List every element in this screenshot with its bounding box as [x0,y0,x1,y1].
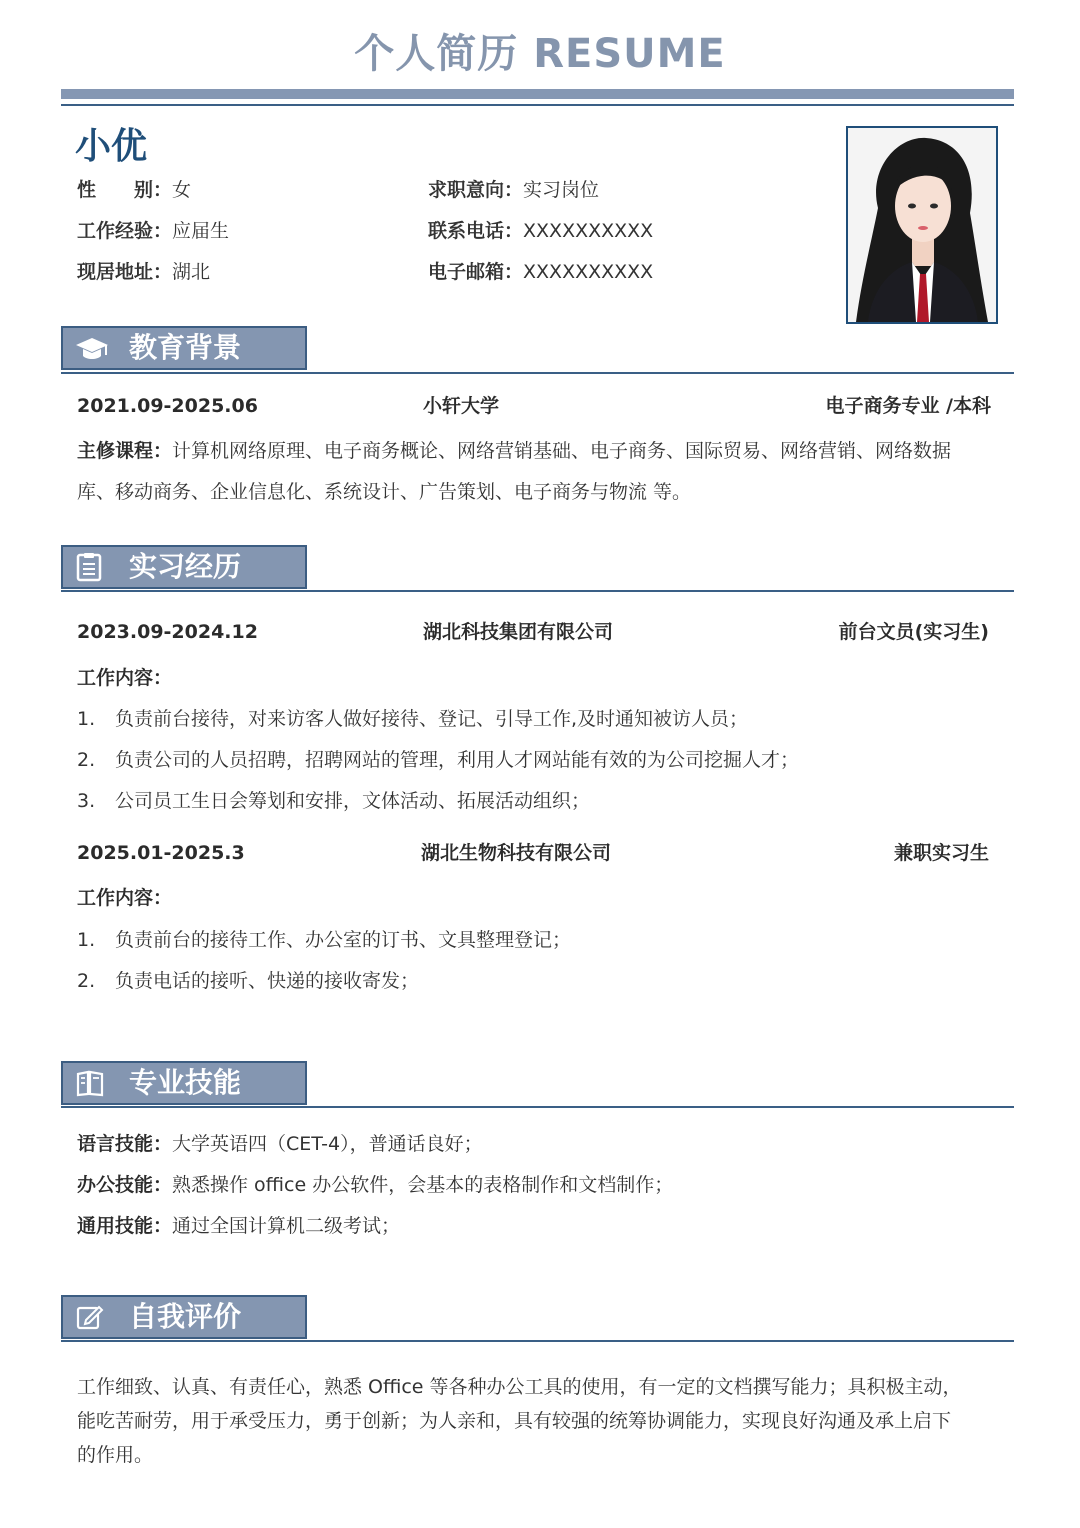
info-label: 现居地址： [77,261,173,283]
job-role: 兼职实习生 [893,842,989,864]
portrait-illustration [848,128,996,322]
book-icon [75,1068,105,1098]
job-period: 2025.01-2025.3 [77,842,245,864]
courses-line-1 [77,431,1007,472]
courses-text: 计算机网络原理、电子商务概论、网络营销基础、电子商务、国际贸易、网络营销、网络数据 [172,440,952,462]
skill-item-office [77,1173,673,1197]
job-item [77,789,590,813]
education-major: 电子商务专业 /本科 [825,395,991,417]
candidate-name: 小优 [75,126,148,167]
job-item [77,707,748,731]
self-eval-line-2: 能吃苦耐劳，用于承受压力，勇于创新；为人亲和，具有较强的统筹协调能力，实现良好沟通及承上启下 [77,1410,952,1432]
info-email [428,260,653,284]
info-label: 性 别： [77,179,173,201]
info-value: 实习岗位 [523,179,600,201]
info-value: 应届生 [172,220,230,242]
section-title: 实习经历 [129,550,242,583]
skill-label: 语言技能： [77,1133,173,1155]
skill-text: 大学英语四（CET-4），普通话良好； [172,1133,483,1155]
section-divider [61,1106,1014,1108]
education-school: 小轩大学 [423,395,500,417]
item-text: 负责公司的人员招聘，招聘网站的管理，利用人才网站能有效的为公司挖掘人才； [115,749,800,771]
item-text: 负责前台的接待工作、办公室的订书、文具整理登记； [115,929,572,951]
info-value: 湖北 [172,261,211,283]
info-address [77,260,210,284]
section-title: 自我评价 [129,1300,242,1333]
skill-text: 熟悉操作 office 办公软件，会基本的表格制作和文档制作； [172,1174,674,1196]
info-experience [77,219,229,243]
section-title: 专业技能 [129,1066,242,1099]
skill-item-language [77,1132,483,1156]
profile-photo [846,126,998,324]
job-period: 2023.09-2024.12 [77,621,258,643]
section-divider [61,372,1014,374]
skill-label: 办公技能： [77,1174,173,1196]
info-label: 工作经验： [77,220,173,242]
item-number: 1. [77,708,96,730]
info-phone [428,219,653,243]
self-eval-line-3: 的作用。 [77,1444,154,1466]
title-divider [61,104,1014,106]
info-value: 女 [172,179,192,201]
page-title: 个人简历 RESUME [354,31,726,77]
title-bar [61,89,1014,99]
job-item [77,928,571,952]
job-item [77,969,419,993]
item-number: 3. [77,790,96,812]
courses-line-2: 库、移动商务、企业信息化、系统设计、广告策划、电子商务与物流 等。 [77,481,692,503]
job-company: 湖北科技集团有限公司 [423,621,614,643]
info-label: 联系电话： [428,220,524,242]
info-job-intention [428,178,599,202]
job-content-label: 工作内容： [77,887,173,909]
job-content-label: 工作内容： [77,667,173,689]
section-divider [61,1340,1014,1342]
courses-label: 主修课程： [77,440,173,462]
item-text: 公司员工生日会筹划和安排，文体活动、拓展活动组织； [115,790,591,812]
item-number: 1. [77,929,96,951]
section-title: 教育背景 [129,331,242,364]
info-label: 电子邮箱： [428,261,524,283]
job-role: 前台文员(实习生) [838,621,989,643]
skill-label: 通用技能： [77,1215,173,1237]
item-text: 负责前台接待，对来访客人做好接待、登记、引导工作,及时通知被访人员； [115,708,749,730]
item-text: 负责电话的接听、快递的接收寄发； [115,970,420,992]
section-divider [61,590,1014,592]
info-value: XXXXXXXXXX [523,220,654,242]
job-company: 湖北生物科技有限公司 [421,842,612,864]
edit-icon [75,1302,105,1332]
skill-item-general [77,1214,400,1238]
skill-text: 通过全国计算机二级考试； [172,1215,401,1237]
graduation-cap-icon [75,334,105,364]
item-number: 2. [77,749,96,771]
clipboard-icon [75,552,105,582]
self-eval-line-1: 工作细致、认真、有责任心，熟悉 Office 等各种办公工具的使用，有一定的文档撰写能力；具积极主动， [77,1376,962,1398]
info-gender [77,178,191,202]
info-value: XXXXXXXXXX [523,261,654,283]
education-period: 2021.09-2025.06 [77,395,258,417]
item-number: 2. [77,970,96,992]
job-item [77,748,799,772]
info-label: 求职意向： [428,179,524,201]
